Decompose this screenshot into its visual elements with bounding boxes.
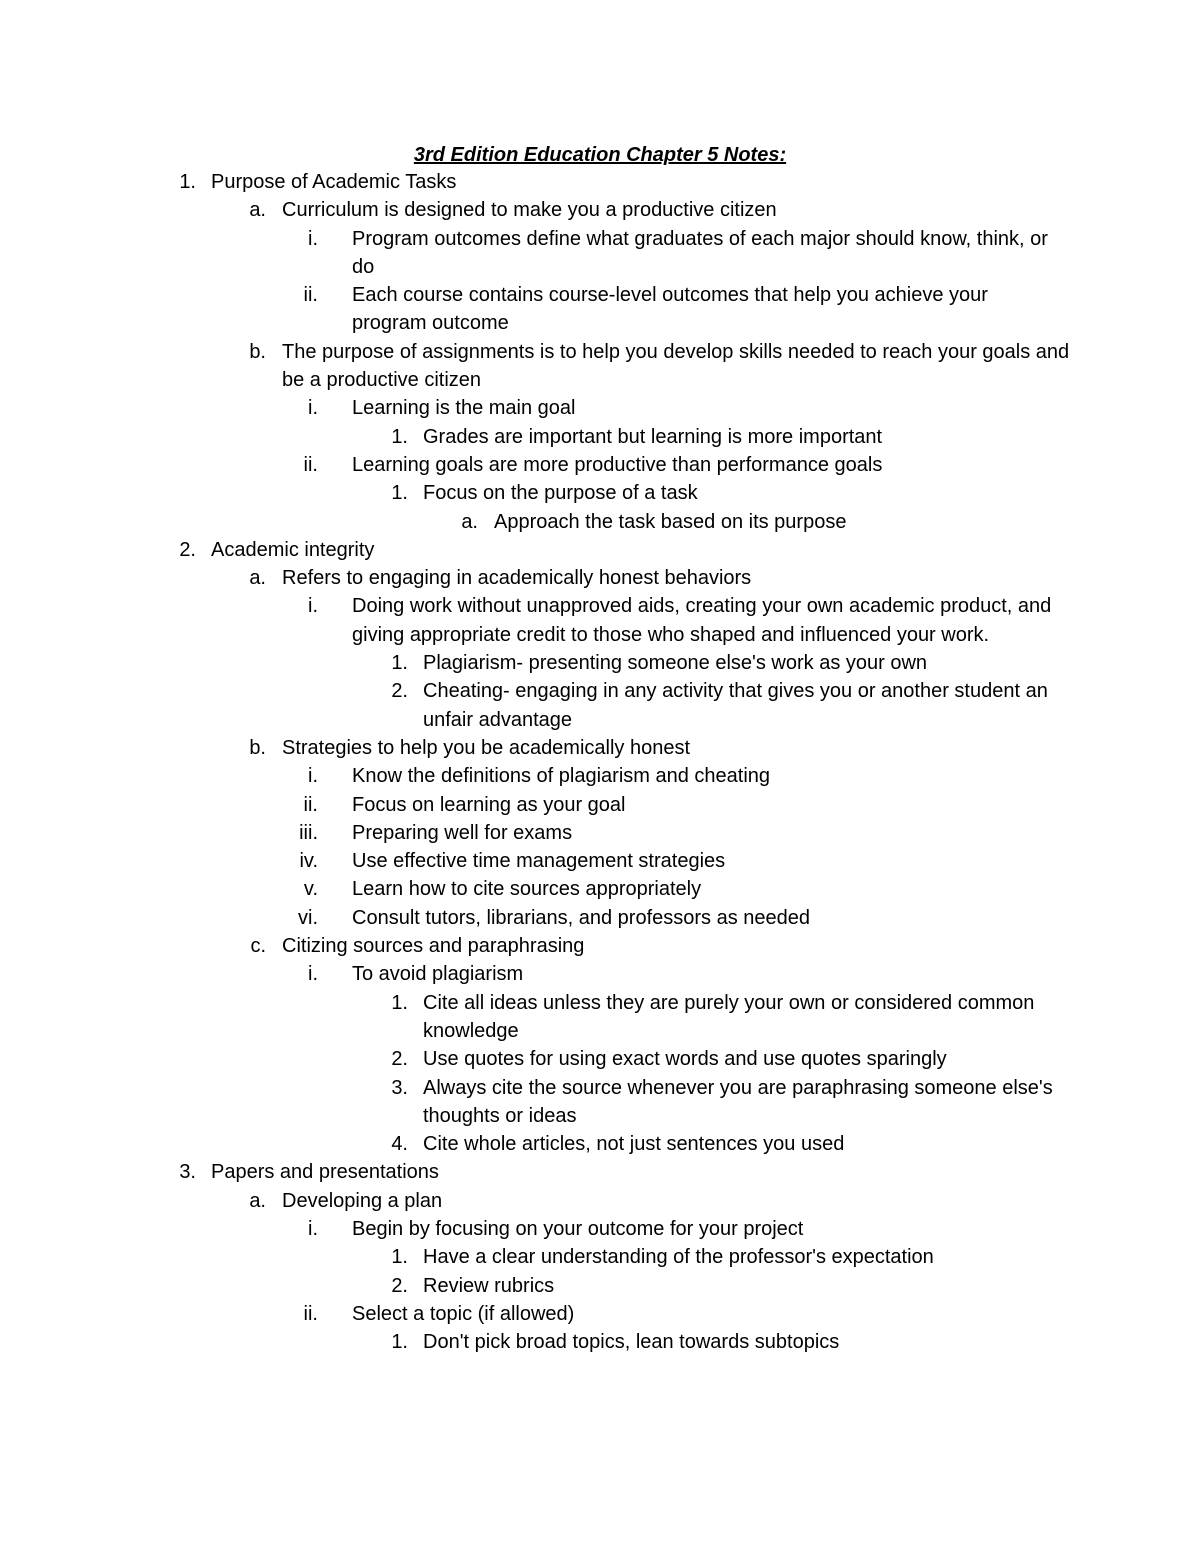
page-title: 3rd Edition Education Chapter 5 Notes: — [413, 144, 787, 166]
list-marker: i. — [308, 397, 318, 420]
list-item-text: Papers and presentations — [211, 1161, 439, 1184]
outline-item-level-3 — [0, 791, 1200, 819]
outline-item-level-4 — [0, 649, 1200, 677]
list-marker: i. — [308, 765, 318, 788]
list-marker: ii. — [303, 793, 318, 816]
list-item-text: Curriculum is designed to make you a productive citizen — [282, 199, 777, 222]
list-item-text: Learning goals are more productive than performance goals — [352, 453, 883, 476]
list-item-text: Use effective time management strategies — [352, 850, 726, 873]
list-marker: 1. — [391, 991, 408, 1014]
list-item-text: Learn how to cite sources appropriately — [352, 878, 702, 901]
list-marker: i. — [308, 227, 318, 250]
outline-item-level-2 — [0, 338, 1200, 395]
list-item-text: Always cite the source whenever you are paraphrasing someone else's thoughts or ideas — [423, 1076, 1053, 1127]
list-item-text: Program outcomes define what graduates of each major should know, think, or do — [352, 227, 1048, 278]
outline-item-level-3 — [0, 960, 1200, 988]
list-marker: 4. — [391, 1133, 408, 1156]
list-marker: 2. — [391, 1274, 408, 1297]
list-marker: ii. — [303, 1302, 318, 1325]
list-marker: b. — [249, 736, 266, 759]
list-item-text: Focus on learning as your goal — [352, 793, 626, 816]
outline-item-level-2 — [0, 932, 1200, 960]
outline-item-level-4 — [0, 1272, 1200, 1300]
list-item-text: Plagiarism- presenting someone else's work as your own — [423, 652, 928, 675]
list-item-text: Strategies to help you be academically honest — [282, 736, 691, 759]
list-item-text: Cite whole articles, not just sentences you used — [423, 1133, 845, 1156]
list-item-text: Preparing well for exams — [352, 821, 573, 844]
list-marker: iii. — [299, 821, 318, 844]
list-marker: vi. — [298, 906, 318, 929]
outline-item-level-4 — [0, 1130, 1200, 1158]
outline-item-level-3 — [0, 225, 1200, 282]
outline-item-level-1 — [0, 536, 1200, 564]
outline-item-level-3 — [0, 394, 1200, 422]
outline-item-level-3 — [0, 904, 1200, 932]
list-marker: 3. — [179, 1161, 196, 1184]
list-marker: v. — [303, 878, 318, 901]
outline-item-level-2 — [0, 734, 1200, 762]
list-marker: i. — [308, 595, 318, 618]
list-marker: a. — [249, 567, 266, 590]
outline-item-level-2 — [0, 564, 1200, 592]
outline-item-level-3 — [0, 281, 1200, 338]
outline-item-level-3 — [0, 451, 1200, 479]
outline-item-level-4 — [0, 1328, 1200, 1356]
list-item-text: Developing a plan — [282, 1189, 443, 1212]
outline-item-level-1 — [0, 1158, 1200, 1186]
list-marker: a. — [249, 199, 266, 222]
list-marker: c. — [250, 935, 266, 958]
list-marker: 1. — [391, 482, 408, 505]
list-item-text: Cheating- engaging in any activity that gives you or another student an unfair advantage — [423, 680, 1048, 731]
list-marker: 1. — [391, 652, 408, 675]
list-marker: i. — [308, 963, 318, 986]
list-marker: a. — [461, 510, 478, 533]
list-marker: 2. — [179, 538, 196, 561]
outline-item-level-4 — [0, 989, 1200, 1046]
list-marker: i. — [308, 1217, 318, 1240]
list-marker: iv. — [299, 850, 318, 873]
outline-item-level-3 — [0, 592, 1200, 649]
list-item-text: Grades are important but learning is more important — [423, 425, 883, 448]
list-item-text: Don't pick broad topics, lean towards subtopics — [423, 1331, 840, 1354]
list-marker: a. — [249, 1189, 266, 1212]
list-marker: 2. — [391, 1048, 408, 1071]
outline-item-level-3 — [0, 1215, 1200, 1243]
list-item-text: Approach the task based on its purpose — [494, 510, 847, 533]
outline-item-level-4 — [0, 479, 1200, 507]
list-item-text: Focus on the purpose of a task — [423, 482, 698, 505]
outline-item-level-3 — [0, 762, 1200, 790]
outline-item-level-4 — [0, 1074, 1200, 1131]
outline-item-level-3 — [0, 847, 1200, 875]
list-marker: ii. — [303, 284, 318, 307]
outline-item-level-1 — [0, 168, 1200, 196]
outline-item-level-4 — [0, 677, 1200, 734]
list-item-text: Know the definitions of plagiarism and cheating — [352, 765, 771, 788]
list-item-text: Begin by focusing on your outcome for your project — [352, 1217, 804, 1240]
outline-item-level-3 — [0, 875, 1200, 903]
list-marker: 3. — [391, 1076, 408, 1099]
outline-item-level-5 — [0, 508, 1200, 536]
list-item-text: The purpose of assignments is to help you develop skills needed to reach your goals and be a productive citizen — [282, 340, 1070, 392]
list-item-text: Citizing sources and paraphrasing — [282, 935, 585, 958]
list-item-text: Purpose of Academic Tasks — [211, 171, 457, 193]
list-marker: 1. — [391, 425, 408, 448]
list-item-text: Refers to engaging in academically honest behaviors — [282, 567, 752, 590]
outline-item-level-4 — [0, 423, 1200, 451]
list-item-text: Use quotes for using exact words and use quotes sparingly — [423, 1048, 947, 1071]
list-marker: ii. — [303, 453, 318, 476]
list-marker: 2. — [391, 680, 408, 703]
outline-item-level-3 — [0, 819, 1200, 847]
list-item-text: To avoid plagiarism — [352, 963, 524, 986]
outline-item-level-2 — [0, 196, 1200, 224]
outline-item-level-4 — [0, 1045, 1200, 1073]
list-item-text: Review rubrics — [423, 1274, 555, 1297]
list-marker: 1. — [391, 1246, 408, 1269]
list-item-text: Each course contains course-level outcomes that help you achieve your program outcome — [352, 284, 988, 335]
outline-item-level-2 — [0, 1187, 1200, 1215]
outline-item-level-3 — [0, 1300, 1200, 1328]
list-item-text: Consult tutors, librarians, and professors as needed — [352, 906, 811, 929]
list-item-text: Academic integrity — [211, 538, 375, 561]
list-marker: 1. — [391, 1331, 408, 1354]
list-item-text: Learning is the main goal — [352, 397, 576, 420]
list-item-text: Cite all ideas unless they are purely your own or considered common knowledge — [423, 991, 1035, 1042]
list-item-text: Doing work without unapproved aids, creating your own academic product, and giving appropriate credit to those who shaped and influenced your work. — [352, 595, 1052, 646]
list-marker: b. — [249, 340, 266, 363]
outline-item-level-4 — [0, 1243, 1200, 1271]
list-item-text: Have a clear understanding of the professor's expectation — [423, 1246, 934, 1269]
list-item-text: Select a topic (if allowed) — [352, 1302, 575, 1325]
notes-outline — [0, 168, 1200, 1356]
list-marker: 1. — [179, 171, 196, 193]
